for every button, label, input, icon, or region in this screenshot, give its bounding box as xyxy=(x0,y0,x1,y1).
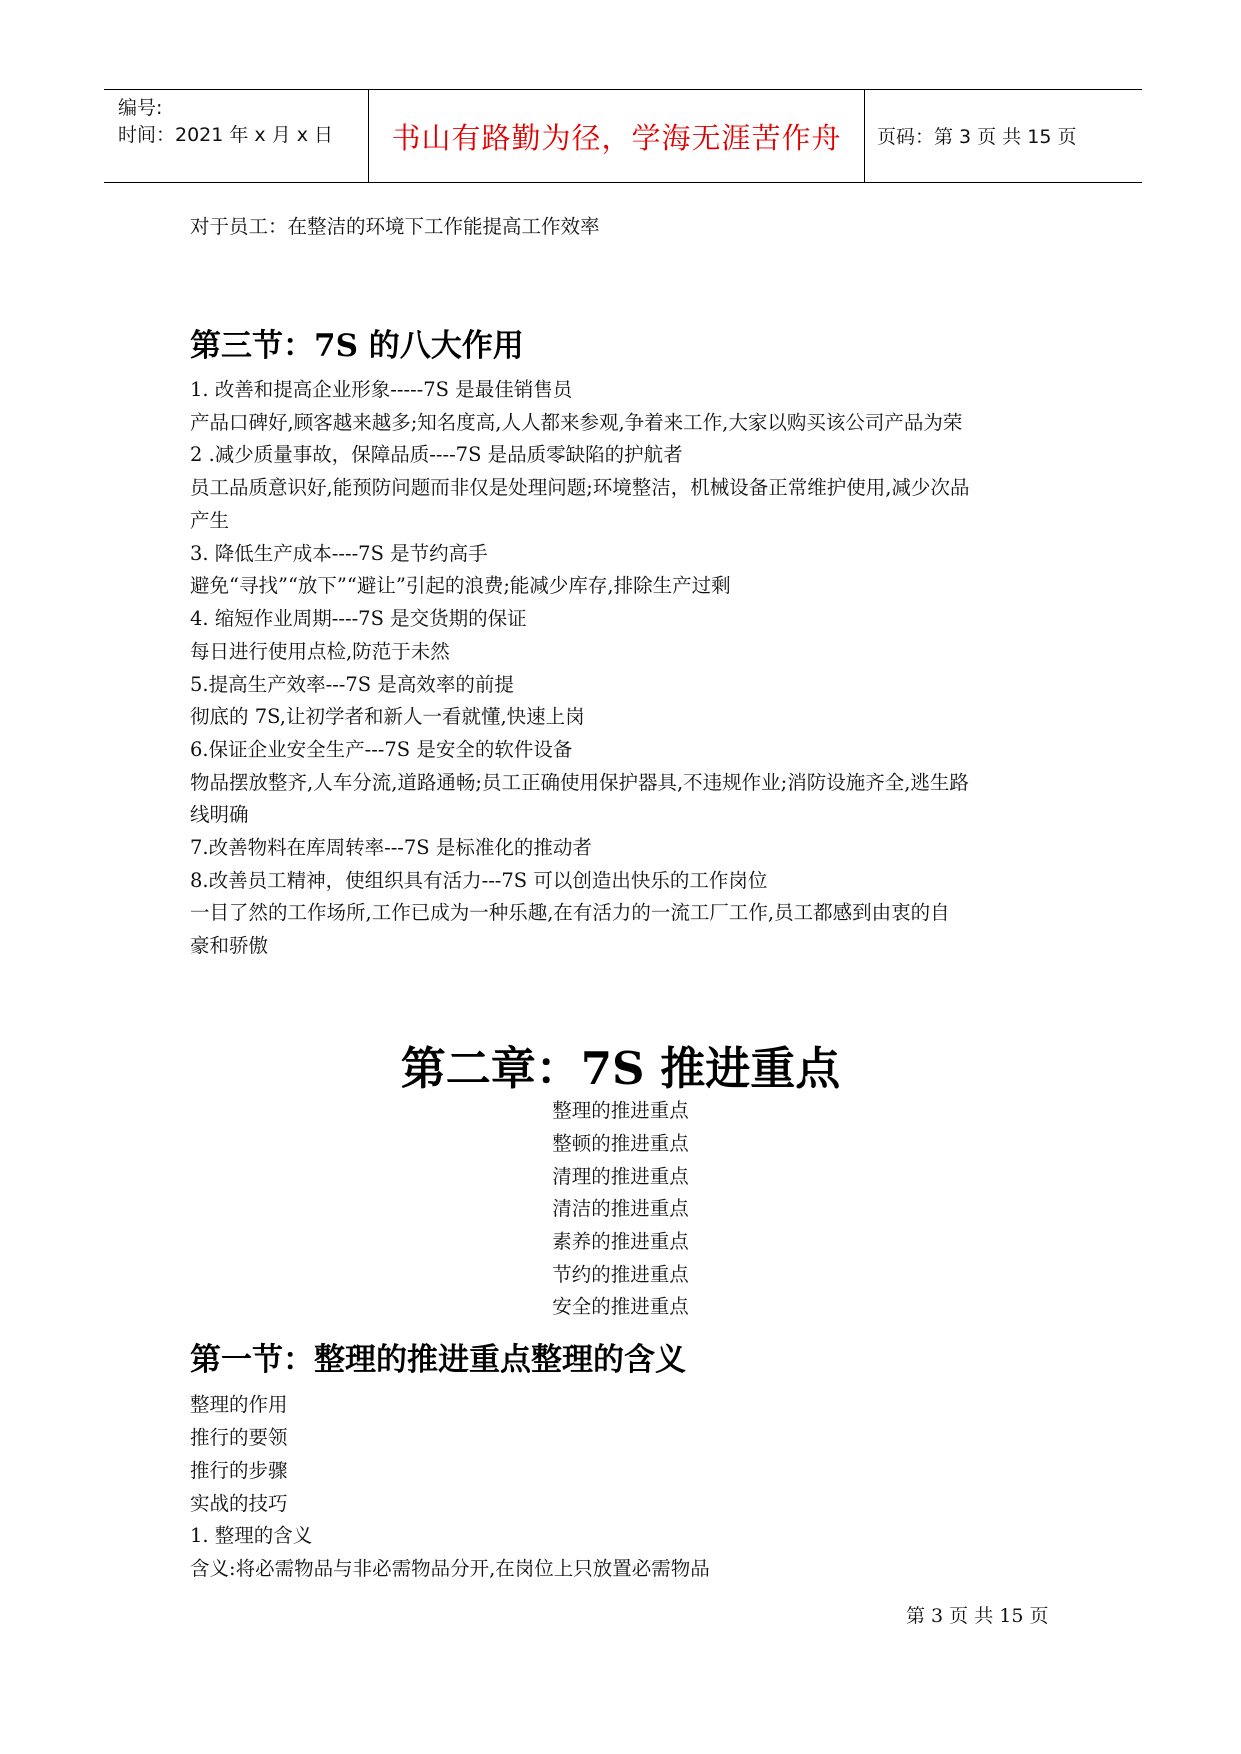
section-3-line: 员工品质意识好,能预防问题而非仅是处理问题;环境整洁，机械设备正常维护使用,减少次品 xyxy=(190,476,970,499)
section-3-line: 物品摆放整齐,人车分流,道路通畅;员工正确使用保护器具,不违规作业;消防设施齐全,逃生路 xyxy=(190,771,969,794)
page-info: 页码：第 3 页 共 15 页 xyxy=(877,126,1077,148)
chapter-2-item: 清理的推进重点 xyxy=(552,1165,689,1188)
section-1-title: 第一节：整理的推进重点整理的含义 xyxy=(190,1342,686,1378)
section-3-line: 2 .减少质量事故，保障品质----7S 是品质零缺陷的护航者 xyxy=(190,443,683,466)
chapter-2-item: 安全的推进重点 xyxy=(552,1295,689,1318)
number-label: 编号: xyxy=(118,97,163,119)
chapter-2-title: 第二章：7S 推进重点 xyxy=(400,1042,841,1095)
chapter-2-item: 节约的推进重点 xyxy=(552,1263,689,1286)
section-1-line: 含义:将必需物品与非必需物品分开,在岗位上只放置必需物品 xyxy=(190,1557,710,1580)
section-3-line: 3. 降低生产成本----7S 是节约高手 xyxy=(190,542,488,565)
section-3-line: 1. 改善和提高企业形象-----7S 是最佳销售员 xyxy=(190,378,573,401)
section-1-line: 1. 整理的含义 xyxy=(190,1524,313,1547)
section-3-line: 豪和骄傲 xyxy=(190,934,269,957)
section-3-line: 产生 xyxy=(190,509,230,532)
section-1-line: 整理的作用 xyxy=(190,1393,288,1416)
motto-text: 书山有路勤为径，学海无涯苦作舟 xyxy=(391,121,842,155)
section-3-line: 5.提高生产效率---7S 是高效率的前提 xyxy=(190,673,514,696)
section-3-line: 6.保证企业安全生产---7S 是安全的软件设备 xyxy=(190,738,573,761)
section-3-line: 4. 缩短作业周期----7S 是交货期的保证 xyxy=(190,607,527,630)
chapter-2-item: 清洁的推进重点 xyxy=(552,1197,689,1220)
intro-line: 对于员工：在整洁的环境下工作能提高工作效率 xyxy=(190,215,600,238)
time-label: 时间：2021 年 x 月 x 日 xyxy=(118,124,334,146)
section-1-line: 推行的步骤 xyxy=(190,1459,288,1482)
header-page-cell xyxy=(865,90,1142,182)
section-1-line: 实战的技巧 xyxy=(190,1492,288,1515)
section-1-line: 推行的要领 xyxy=(190,1426,288,1449)
section-3-line: 彻底的 7S,让初学者和新人一看就懂,快速上岗 xyxy=(190,705,585,728)
chapter-2-item: 素养的推进重点 xyxy=(552,1230,689,1253)
chapter-2-item: 整理的推进重点 xyxy=(552,1099,689,1122)
section-3-line: 7.改善物料在库周转率---7S 是标准化的推动者 xyxy=(190,836,592,859)
header-meta-cell xyxy=(104,90,369,182)
page-footer: 第 3 页 共 15 页 xyxy=(906,1605,1049,1627)
section-3-title: 第三节：7S 的八大作用 xyxy=(190,328,524,364)
chapter-2-item: 整顿的推进重点 xyxy=(552,1132,689,1155)
section-3-line: 避免“寻找”“放下”“避让”引起的浪费;能减少库存,排除生产过剩 xyxy=(190,574,731,597)
section-3-line: 每日进行使用点检,防范于未然 xyxy=(190,640,450,663)
page-header xyxy=(104,89,1142,183)
section-3-line: 8.改善员工精神，使组织具有活力---7S 可以创造出快乐的工作岗位 xyxy=(190,869,768,892)
section-3-line: 一目了然的工作场所,工作已成为一种乐趣,在有活力的一流工厂工作,员工都感到由衷的自 xyxy=(190,901,950,924)
section-3-line: 线明确 xyxy=(190,803,249,826)
section-3-line: 产品口碑好,顾客越来越多;知名度高,人人都来参观,争着来工作,大家以购买该公司产品为荣 xyxy=(190,411,963,434)
header-motto-cell xyxy=(369,90,865,182)
